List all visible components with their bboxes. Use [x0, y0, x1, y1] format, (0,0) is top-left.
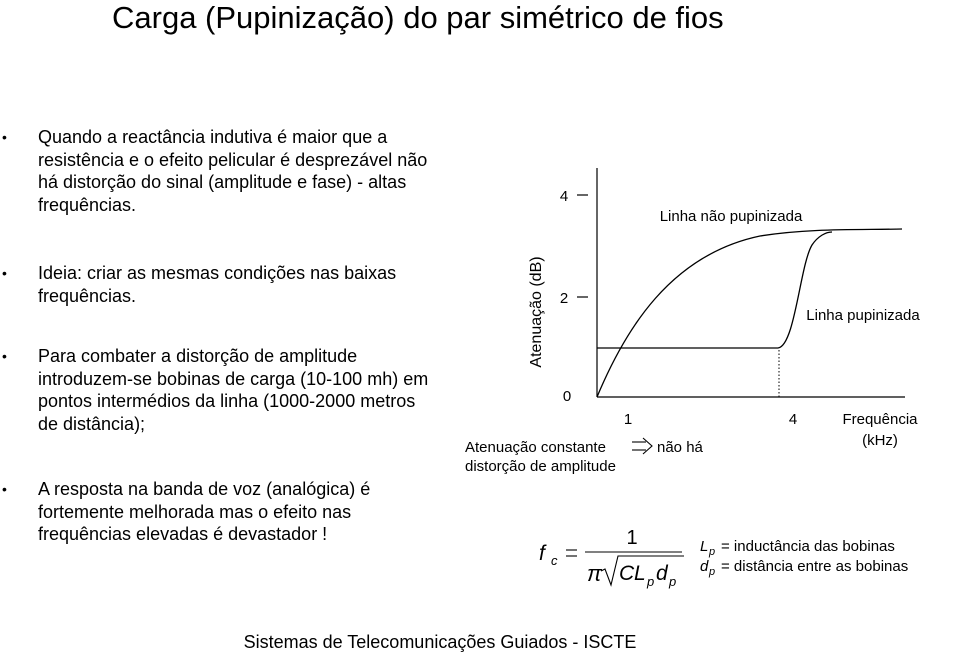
footer: Sistemas de Telecomunicações Guiados - ISCTE [243, 632, 637, 652]
y-tick-label-0: 0 [562, 388, 572, 405]
x-tick-label-1: 1 [623, 411, 633, 428]
bullet-dot-icon: • [2, 348, 7, 364]
y-tick-label-4: 4 [559, 188, 569, 205]
symbol-legend [700, 538, 908, 578]
implies-arrow-icon [632, 438, 652, 454]
note-line1a: Atenuação constante [465, 439, 606, 456]
note-line2: distorção de amplitude [465, 458, 616, 475]
formula-f-sub: c [551, 553, 558, 568]
bullet-1-text: Quando a reactância indutiva é maior que a resistência e o efeito pelicular é desprezável não há distorção do sinal (amplitude e fase) - altas frequências. [38, 127, 428, 215]
slide-title: Carga (Pupinização) do par simétrico de fios [112, 0, 724, 35]
x-axis-label-line2: (kHz) [862, 432, 898, 449]
formula-d-sub: p [669, 574, 677, 589]
bullet-dot-icon: • [2, 265, 7, 281]
x-axis-label-line1: Frequência [842, 411, 918, 428]
legend-L-sub: p [709, 546, 716, 558]
cutoff-frequency-formula [539, 527, 684, 589]
legend-d: d [700, 558, 709, 575]
unloaded-line-label: Linha não pupinizada [659, 208, 803, 225]
legend-d-text: = distância entre as bobinas [721, 558, 909, 575]
loaded-line-label: Linha pupinizada [806, 307, 920, 324]
bullet-2-lead: Ideia [38, 263, 78, 283]
bullet-dot-icon: • [2, 129, 7, 145]
y-axis-label: Atenuação (dB) [528, 256, 545, 368]
formula-C: C [619, 562, 635, 585]
y-tick-label-2: 2 [559, 290, 569, 307]
bullet-dot-icon: • [2, 481, 7, 497]
loaded-line-curve [597, 232, 832, 348]
note-line1b: não há [657, 439, 703, 456]
legend-L-text: = inductância das bobinas [721, 538, 895, 555]
legend-L: L [700, 538, 709, 555]
formula-pi: π [587, 561, 602, 586]
formula-d: d [656, 562, 668, 585]
bullet-2-body: : criar as mesmas condições nas baixas frequências. [38, 263, 397, 306]
bullet-4-text: A resposta na banda de voz (analógica) é fortemente melhorada mas o efeito nas frequências elevadas é devastador ! [38, 479, 371, 544]
legend-d-sub: p [709, 566, 716, 578]
bullet-3-text: Para combater a distorção de amplitude introduzem-se bobinas de carga (10-100 mh) em pontos intermédios da linha (1000-2000 metros de distância); [38, 346, 429, 434]
x-tick-label-4: 4 [788, 411, 798, 428]
formula-f: f [539, 542, 545, 565]
formula-L: L [634, 562, 646, 585]
formula-L-sub: p [647, 574, 655, 589]
formula-numerator: 1 [626, 527, 638, 549]
